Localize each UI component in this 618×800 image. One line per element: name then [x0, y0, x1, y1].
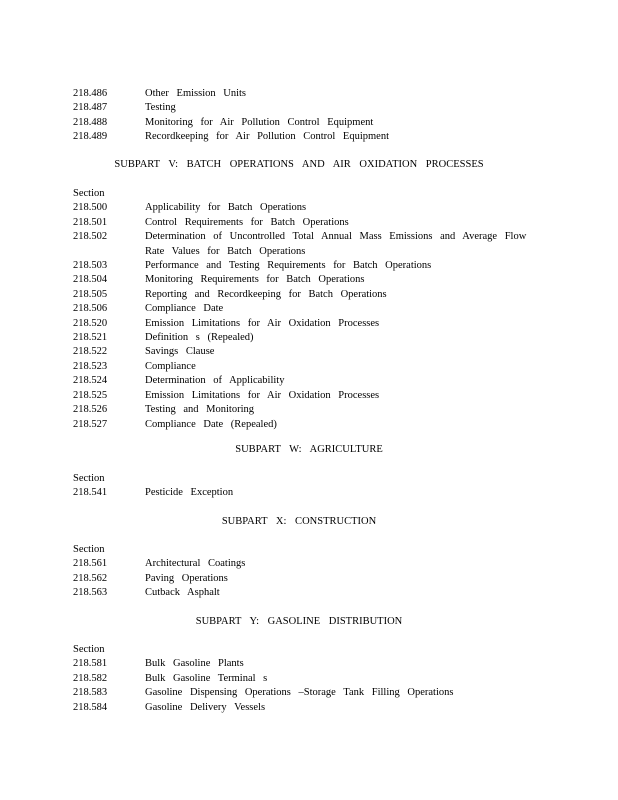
- section-title: Applicability for Batch Operations: [145, 202, 307, 214]
- section-row: [73, 116, 543, 130]
- section-row: [73, 130, 543, 144]
- section-row: [73, 245, 543, 259]
- section-number: 218.520: [73, 317, 108, 329]
- section-number: [73, 245, 145, 259]
- section-number: 218.563: [73, 587, 108, 599]
- section-number: 218.500: [73, 202, 108, 214]
- section-row: [73, 345, 543, 359]
- section-title: Monitoring Requirements for Batch Operations: [145, 274, 365, 286]
- section-row: [73, 302, 543, 316]
- section-title: Bulk Gasoline Terminal s: [145, 672, 268, 684]
- section-number: 218.541: [73, 487, 108, 499]
- section-title: Monitoring for Air Pollution Control Equipment: [145, 116, 374, 128]
- section-number: 218.488: [73, 116, 108, 128]
- section-number: 218.527: [73, 418, 108, 430]
- section-number: 218.522: [73, 346, 108, 358]
- section-title: Gasoline Dispensing Operations –Storage Tank Filling Operations: [145, 687, 454, 699]
- section-title: Savings Clause: [145, 346, 215, 358]
- section-title: Emission Limitations for Air Oxidation Processes: [145, 317, 380, 329]
- section-number: 218.521: [73, 332, 108, 344]
- section-row: [73, 586, 543, 600]
- section-list-subpart-w: [73, 472, 543, 501]
- section-title: Performance and Testing Requirements for Batch Operations: [145, 260, 432, 272]
- section-title: Cutback Asphalt: [145, 587, 220, 599]
- section-label: Section: [73, 473, 105, 484]
- section-title: Gasoline Delivery Vessels: [145, 701, 266, 713]
- section-title: Compliance: [145, 360, 196, 372]
- section-number: 218.582: [73, 672, 108, 684]
- section-label: Section: [73, 188, 105, 199]
- section-row: [73, 403, 543, 417]
- section-title: Rate Values for Batch Operations: [145, 245, 306, 257]
- section-title: Architectural Coatings: [145, 558, 246, 570]
- section-row: [73, 216, 543, 230]
- section-row: [73, 259, 543, 273]
- section-title: Reporting and Recordkeeping for Batch Operations: [145, 288, 387, 300]
- section-row: [73, 360, 543, 374]
- section-number: 218.501: [73, 216, 108, 228]
- section-number: 218.526: [73, 404, 108, 416]
- section-number: 218.503: [73, 260, 108, 272]
- section-number: 218.506: [73, 303, 108, 315]
- section-label: Section: [73, 644, 105, 655]
- section-number: 218.486: [73, 88, 108, 99]
- section-title: Compliance Date (Repealed): [145, 418, 277, 430]
- section-row: [73, 701, 543, 715]
- section-list-subpart-v: [73, 187, 543, 432]
- section-title: Bulk Gasoline Plants: [145, 658, 244, 670]
- section-title: Testing: [145, 102, 176, 114]
- section-number: 218.524: [73, 375, 108, 387]
- section-title: Compliance Date: [145, 303, 224, 315]
- section-number: 218.581: [73, 658, 108, 670]
- section-title: Paving Operations: [145, 572, 228, 584]
- section-row: [73, 201, 543, 215]
- section-number: 218.562: [73, 572, 108, 584]
- section-title: Determination of Uncontrolled Total Annual Mass Emissions and Average Flow: [145, 231, 527, 243]
- section-row: [73, 672, 543, 686]
- section-row: [73, 331, 543, 345]
- section-row: [73, 557, 543, 571]
- section-row: [73, 87, 543, 101]
- section-row: [73, 288, 543, 302]
- section-number: 218.504: [73, 274, 108, 286]
- section-row: [73, 572, 543, 586]
- section-row: [73, 486, 543, 500]
- section-title: Pesticide Exception: [145, 487, 234, 499]
- subpart-w-heading: SUBPART W: AGRICULTURE: [235, 444, 383, 455]
- section-title: Recordkeeping for Air Pollution Control Equipment: [145, 131, 390, 143]
- section-title: Control Requirements for Batch Operations: [145, 216, 349, 228]
- section-row: [73, 657, 543, 671]
- section-number: 218.561: [73, 558, 108, 570]
- section-title: Emission Limitations for Air Oxidation Processes: [145, 389, 380, 401]
- section-number: 218.584: [73, 701, 108, 713]
- subpart-y-heading: SUBPART Y: GASOLINE DISTRIBUTION: [195, 616, 403, 627]
- section-row: [73, 686, 543, 700]
- section-number: 218.523: [73, 360, 108, 372]
- section-number: 218.505: [73, 288, 108, 300]
- subpart-v-heading: SUBPART V: BATCH OPERATIONS AND AIR OXIDATION PROCESSES: [114, 159, 484, 170]
- section-title: Other Emission Units: [145, 88, 246, 99]
- section-number: 218.502: [73, 231, 108, 243]
- section-number: 218.525: [73, 389, 108, 401]
- section-list-subpart-y: [73, 643, 543, 715]
- subpart-x-heading: SUBPART X: CONSTRUCTION: [221, 516, 377, 527]
- section-row: [73, 418, 543, 432]
- section-row: [73, 374, 543, 388]
- section-row: [73, 230, 543, 244]
- section-number: 218.487: [73, 102, 108, 114]
- section-title: Definition s (Repealed): [145, 332, 254, 344]
- section-title: Testing and Monitoring: [145, 404, 255, 416]
- section-list-subpart-x: [73, 543, 543, 601]
- section-row: [73, 101, 543, 115]
- section-list-subpart-u: [73, 87, 543, 145]
- section-row: [73, 273, 543, 287]
- section-number: 218.583: [73, 687, 108, 699]
- section-label: Section: [73, 544, 105, 555]
- section-number: 218.489: [73, 131, 108, 143]
- section-row: [73, 389, 543, 403]
- section-title: Determination of Applicability: [145, 375, 285, 387]
- section-row: [73, 317, 543, 331]
